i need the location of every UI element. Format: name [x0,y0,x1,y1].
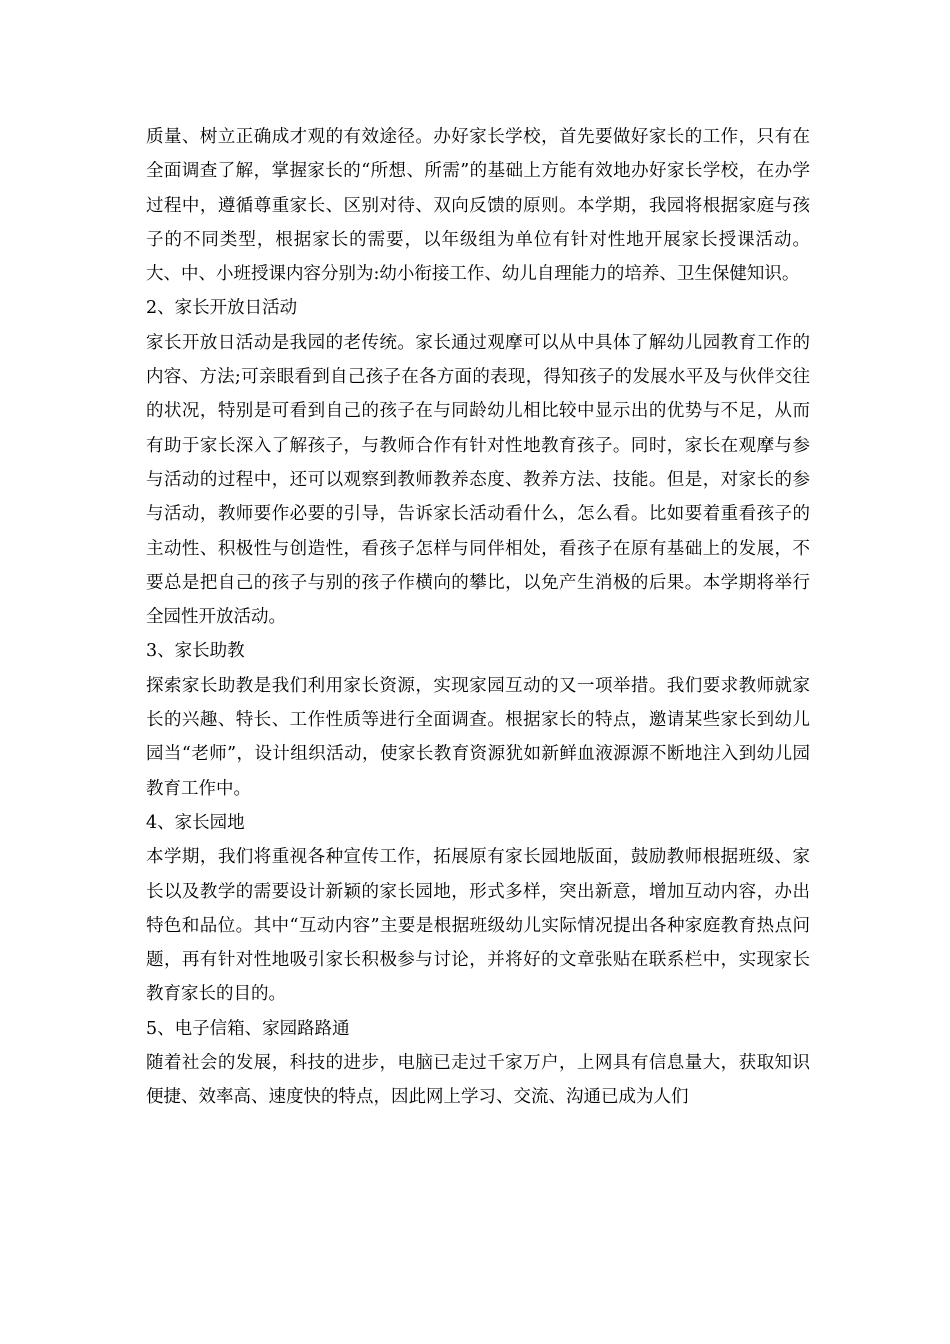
paragraph-open-day: 家长开放日活动是我园的老传统。家长通过观摩可以从中具体了解幼儿园教育工作的内容、方法;可亲眼看到自己孩子在各方面的表现，得知孩子的发展水平及与伙伴交往的状况，特别是可看到自己的孩子在与同龄幼儿相比较中显示出的优势与不足，从而有助于家长深入了解孩子，与教师合作有针对性地教育孩子。同时，家长在观摩与参与活动的过程中，还可以观察到教师教养态度、教养方法、技能。但是，对家长的参与活动，教师要作必要的引导，告诉家长活动看什么，怎么看。比如要着重看孩子的主动性、积极性与创造性，看孩子怎样与同伴相处，看孩子在原有基础上的发展，不要总是把自己的孩子与别的孩子作横向的攀比，以免产生消极的后果。本学期将举行全园性开放活动。 [146,332,810,628]
section-heading-email: 5、电子信箱、家园路路通 [146,1018,350,1039]
section-heading-parent-garden: 4、家长园地 [146,812,245,833]
paragraph-parent-assistant: 探索家长助教是我们利用家长资源，实现家园互动的又一项举措。我们要求教师就家长的兴趣、特长、工作性质等进行全面调查。根据家长的特点，邀请某些家长到幼儿园当“老师”，设计组织活动，使家长教育资源犹如新鲜血液源源不断地注入到幼儿园教育工作中。 [146,675,810,799]
paragraph-email: 随着社会的发展，科技的进步，电脑已走过千家万户，上网具有信息量大，获取知识便捷、效率高、速度快的特点，因此网上学习、交流、沟通已成为人们 [146,1053,810,1108]
section-heading-parent-assistant: 3、家长助教 [146,641,245,662]
document-body [146,120,810,1115]
paragraph-school-intro: 质量、树立正确成才观的有效途径。办好家长学校，首先要做好家长的工作，只有在全面调查了解，掌握家长的“所想、所需”的基础上方能有效地办好家长学校，在办学过程中，遵循尊重家长、区别对待、双向反馈的原则。本学期，我园将根据家庭与孩子的不同类型，根据家长的需要，以年级组为单位有针对性地开展家长授课活动。大、中、小班授课内容分别为:幼小衔接工作、幼儿自理能力的培养、卫生保健知识。 [146,127,810,285]
paragraph-parent-garden: 本学期，我们将重视各种宣传工作，拓展原有家长园地版面，鼓励教师根据班级、家长以及教学的需要设计新颖的家长园地，形式多样，突出新意，增加互动内容，办出特色和品位。其中“互动内容”主要是根据班级幼儿实际情况提出各种家庭教育热点问题，再有针对性地吸引家长积极参与讨论，并将好的文章张贴在联系栏中，实现家长教育家长的目的。 [146,847,810,1005]
section-heading-open-day: 2、家长开放日活动 [146,298,298,319]
